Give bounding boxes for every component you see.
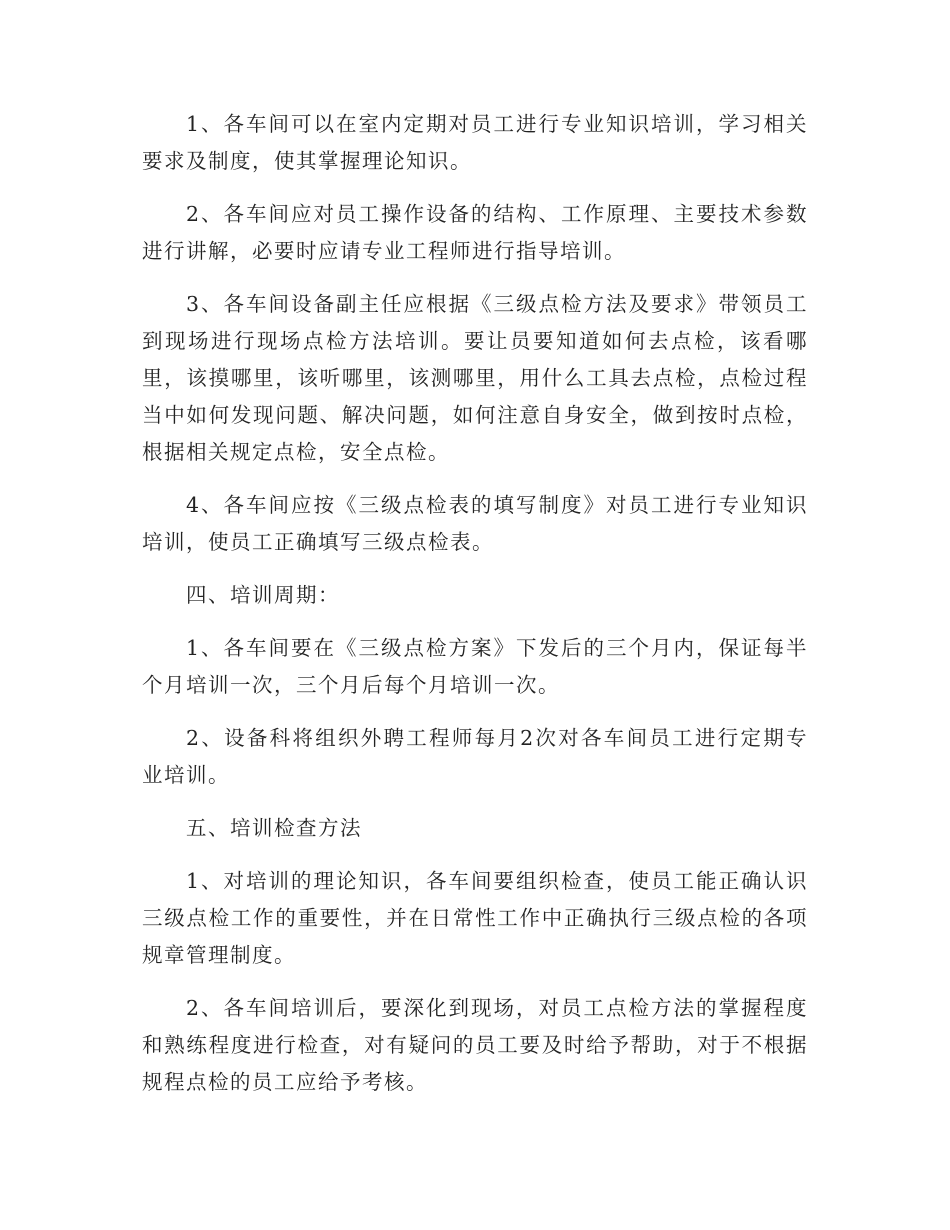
paragraph-training-indoor: 1、各车间可以在室内定期对员工进行专业知识培训，学习相关要求及制度，使其掌握理论知识。: [142, 112, 808, 173]
paragraph-training-form: 4、各车间应按《三级点检表的填写制度》对员工进行专业知识培训，使员工正确填写三级点检表。: [142, 493, 808, 554]
document-body: [142, 106, 808, 1117]
paragraph-training-equipment: 2、各车间应对员工操作设备的结构、工作原理、主要技术参数进行讲解，必要时应请专业工程师进行指导培训。: [142, 202, 808, 263]
paragraph-inspection-theory: 1、对培训的理论知识，各车间要组织检查，使员工能正确认识三级点检工作的重要性，并在日常性工作中正确执行三级点检的各项规章管理制度。: [142, 869, 808, 967]
section-heading-inspection-method: 五、培训检查方法: [186, 816, 362, 840]
paragraph-cycle-frequency: 1、各车间要在《三级点检方案》下发后的三个月内，保证每半个月培训一次，三个月后每个月培训一次。: [142, 636, 808, 697]
section-heading-training-cycle: 四、培训周期：: [186, 583, 340, 607]
paragraph-cycle-engineer: 2、设备科将组织外聘工程师每月2次对各车间员工进行定期专业培训。: [142, 726, 808, 787]
paragraph-training-onsite: 3、各车间设备副主任应根据《三级点检方法及要求》带领员工到现场进行现场点检方法培训。要让员要知道如何去点检，该看哪里，该摸哪里，该听哪里，该测哪里，用什么工具去点检，点检过程当中如何发现问题、解决问题，如何注意自身安全，做到按时点检，根据相关规定点检，安全点检。: [142, 292, 808, 464]
paragraph-inspection-onsite: 2、各车间培训后，要深化到现场，对员工点检方法的掌握程度和熟练程度进行检查，对有疑问的员工要及时给予帮助，对于不根据规程点检的员工应给予考核。: [142, 996, 808, 1094]
